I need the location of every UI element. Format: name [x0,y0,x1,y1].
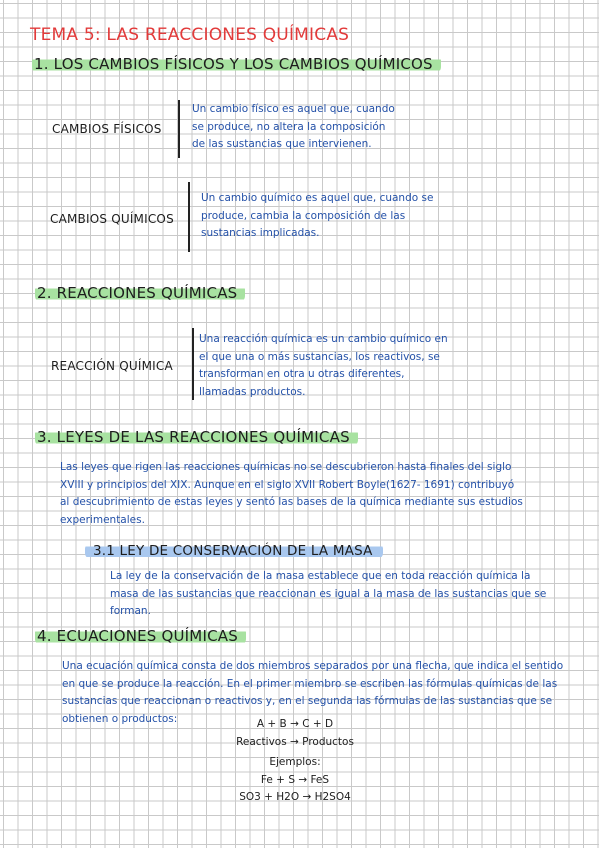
paragraph-line: al descubrimiento de estas leyes y sentó las bases de la química mediante sus estudios [60,496,523,508]
definition-line: produce, cambia la composición de las [201,209,406,222]
paragraph-line: Las leyes que rigen las reacciones químicas no se descubrieron hasta finales del siglo [60,461,512,473]
reactants-products-equation: Reactivos → Productos [236,735,354,748]
paragraph-line: experimentales. [60,513,145,526]
definition-line: de las sustancias que intervienen. [192,138,372,150]
definition-line: Un cambio químico es aquel que, cuando se [201,192,434,204]
paragraph-line: La ley de la conservación de la masa establece que en toda reacción química la [110,570,531,582]
definition-line: Un cambio físico es aquel que, cuando [192,103,395,115]
definition-line: transforman en otra u otras diferentes, [199,368,405,380]
section-heading-3: 3. LEYES DE LAS REACCIONES QUÍMICAS [35,428,358,446]
term-cambios-quimicos: CAMBIOS QUÍMICOS [50,212,174,226]
divider-bar [188,182,190,252]
paragraph-line: Una ecuación química consta de dos miembros separados por una flecha, que indica el sentido [62,660,564,672]
section-heading-2: 2. REACCIONES QUÍMICAS [35,284,245,302]
definition-line: se produce, no altera la composición [192,120,386,133]
paragraph-line: masa de las sustancias que reaccionan es igual a la masa de las sustancias que se [110,587,547,600]
definition-reaccion-quimica [199,331,448,401]
subsection-3-1-paragraph [110,568,570,621]
definition-line: sustancias implicadas. [201,227,320,239]
paragraph-line: sustancias que reaccionan o reactivos y, en el segunda las fórmulas de las sustancias que se [62,695,553,707]
general-equation: A + B → C + D [256,718,334,730]
divider-bar [178,100,180,158]
definition-line: el que una o más sustancias, los reactivos, se [199,350,440,363]
paragraph-line: forman. [110,605,151,617]
example-equation-fes: Fe + S → FeS [260,773,330,786]
page-title: TEMA 5: LAS REACCIONES QUÍMICAS [30,25,350,45]
subsection-heading-3-1: 3.1 LEY DE CONSERVACIÓN DE LA MASA [85,543,383,559]
definition-cambios-fisicos [192,101,395,154]
example-equation-h2so4: SO3 + H2O → H2SO4 [239,791,351,803]
term-reaccion-quimica: REACCIÓN QUÍMICA [51,359,173,373]
paragraph-line: XVIII y principios del XIX. Aunque en el siglo XVII Robert Boyle(1627- 1691) contribuyó [60,478,515,491]
equations-block [210,716,380,807]
term-cambios-fisicos: CAMBIOS FÍSICOS [52,122,162,136]
examples-label: Ejemplos: [269,756,321,768]
section-3-paragraph [60,459,523,529]
divider-bar [192,328,194,400]
paragraph-line: obtienen o productos: [62,712,178,725]
definition-cambios-quimicos [201,190,433,243]
section-heading-1: 1. LOS CAMBIOS FÍSICOS Y LOS CAMBIOS QUÍMICOS [32,55,441,73]
definition-line: llamadas productos. [199,385,306,398]
definition-line: Una reacción química es un cambio químico en [199,333,448,345]
paragraph-line: en que se produce la reacción. En el primer miembro se escriben las fórmulas químicas de las [62,677,558,690]
section-heading-4: 4. ECUACIONES QUÍMICAS [35,627,246,645]
